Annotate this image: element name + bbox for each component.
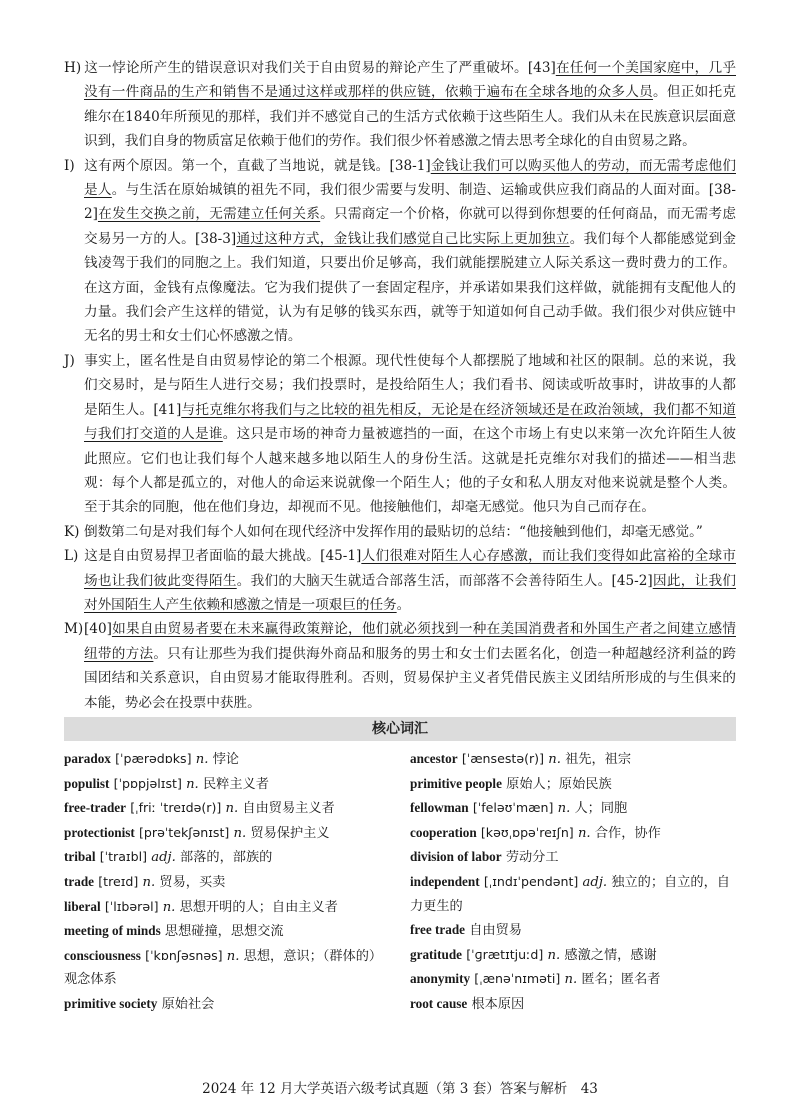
vocab-entry xyxy=(64,919,390,944)
underlined-answer-text: 通过这种方式，金钱让我们感觉自己比实际上更加独立 xyxy=(236,230,570,247)
paragraph-label: K) xyxy=(64,523,80,540)
passage xyxy=(64,56,736,715)
vocab-word: independent xyxy=(410,873,480,889)
vocab-definition: 根本原因 xyxy=(471,996,525,1012)
vocab-definition: 独立的；自立的，自力更生的 xyxy=(410,874,730,914)
vocab-definition: 民粹主义者 xyxy=(202,776,269,792)
vocab-phonetic: [treɪd] xyxy=(98,873,139,889)
vocab-word: protectionist xyxy=(64,824,135,840)
vocab-entry xyxy=(64,895,390,920)
vocab-entry xyxy=(64,992,390,1017)
vocabulary-column-right xyxy=(410,747,736,1017)
paragraph xyxy=(64,520,736,544)
paragraph-text: 。与生活在原始城镇的祖先不同，我们很少需要与发明、制造、运输或供应我们商品的人面对面。[38-2] xyxy=(84,182,737,223)
vocab-entry xyxy=(410,772,736,797)
paragraph-text: 。这只是市场的神奇力量被遮挡的一面，在这个市场上有史以来第一次允许陌生人彼此照应。它们也让我们每个人越来越多地以陌生人的身份生活。这就是托克维尔对我们的描述——相当悲观：每个人都是孤立的，对他人的命运来说就像一个陌生人；他的子女和私人朋友对他来说就是整个人类。至于其余的同胞，他在他们身边，却视而不见。他接触他们，却毫无感觉。他只为自己而存在。 xyxy=(84,426,737,516)
paragraph-text: 。只有让那些为我们提供海外商品和服务的男士和女士们去匿名化，创造一种超越经济利益的跨国团结和关系意识，自由贸易才能取得胜利。否则，贸易保护主义者凭借民族主义团结所形成的与生俱来的本能，势必会在投票中获胜。 xyxy=(84,645,737,711)
vocab-entry xyxy=(64,747,390,772)
vocab-definition: 合作，协作 xyxy=(594,825,661,841)
vocab-entry xyxy=(64,870,390,895)
vocab-definition: 祖先，祖宗 xyxy=(565,751,632,767)
paragraph xyxy=(64,154,736,349)
paragraph xyxy=(64,544,736,617)
vocab-definition: 思想，意识；（群体的）观念体系 xyxy=(64,948,383,988)
vocab-definition: 思想开明的人；自由主义者 xyxy=(179,899,338,915)
paragraph-text: 。只需商定一个价格，你就可以得到你想要的任何商品，而无需考虑交易另一方的人。[38-3] xyxy=(84,206,737,247)
vocab-part-of-speech: n. xyxy=(226,948,240,964)
vocab-definition: 部落的，部族的 xyxy=(180,850,273,866)
vocab-word: meeting of minds xyxy=(64,923,161,939)
paragraph xyxy=(64,349,736,520)
underlined-answer-text: 在任何一个美国家庭中，几乎没有一件商品的生产和销售不是通过这样或那样的供应链，依赖于遍布在全球各地的众多人员 xyxy=(84,60,736,101)
vocab-definition: 贸易，买卖 xyxy=(159,874,226,890)
underlined-answer-text: 金钱让我们可以购买他人的劳动，而无需考虑他们是人 xyxy=(84,157,736,199)
underlined-answer-text: 与托克维尔将我们与之比较的祖先相反，无论是在经济领域还是在政治领域，我们都不知道与我们打交道的人是谁 xyxy=(84,401,736,443)
vocab-entry xyxy=(64,796,390,821)
paragraph-label: M) xyxy=(64,621,84,638)
vocab-entry xyxy=(64,772,390,797)
vocab-entry xyxy=(410,943,736,968)
vocab-phonetic: [kəʊˌɒpəˈreɪʃn] xyxy=(480,824,574,840)
vocab-definition: 感激之情，感谢 xyxy=(564,947,657,963)
vocab-word: free trade xyxy=(410,922,466,938)
paragraph-text: 这有两个原因。第一个，直截了当地说，就是钱。[38-1] xyxy=(84,157,431,174)
vocab-entry xyxy=(410,870,736,918)
page-footer: 2024 年 12 月大学英语六级考试真题（第 3 套）答案与解析 43 xyxy=(202,1081,598,1097)
vocab-phonetic: [ˈfeləʊˈmæn] xyxy=(472,800,554,816)
vocab-word: free-trader xyxy=(64,800,126,816)
section-title: 核心词汇 xyxy=(64,717,736,741)
vocab-phonetic: [ˈlɪbərəl] xyxy=(104,898,159,914)
vocab-part-of-speech: n. xyxy=(577,825,591,841)
page-content xyxy=(64,56,736,1017)
paragraph-text: [40] xyxy=(84,621,112,638)
paragraph-text: 。我们的大脑天生就适合部落生活，而部落不会善待陌生人。[45-2] xyxy=(236,572,653,589)
vocab-part-of-speech: n. xyxy=(547,947,561,963)
vocab-entry xyxy=(410,796,736,821)
vocab-word: gratitude xyxy=(410,946,463,962)
vocab-entry xyxy=(64,845,390,870)
vocab-word: paradox xyxy=(64,750,111,766)
vocab-word: fellowman xyxy=(410,800,469,816)
underlined-answer-text: 在发生交换之前，无需建立任何关系 xyxy=(97,206,321,223)
underlined-answer-text: 如果自由贸易者要在未来赢得政策辩论，他们就必须找到一种在美国消费者和外国生产者之间建立感情纽带的方法 xyxy=(84,621,736,662)
vocab-part-of-speech: n. xyxy=(186,776,199,792)
vocab-definition: 自由贸易主义者 xyxy=(242,801,335,817)
vocab-definition: 劳动分工 xyxy=(505,850,559,866)
paragraph xyxy=(64,617,736,715)
vocab-part-of-speech: adj. xyxy=(582,874,608,890)
vocab-definition: 自由贸易 xyxy=(469,923,522,939)
vocab-phonetic: [ˈænsestə(r)] xyxy=(461,750,545,766)
vocab-entry xyxy=(410,747,736,772)
vocab-definition: 悖论 xyxy=(212,751,239,767)
vocab-word: trade xyxy=(64,873,95,889)
vocab-part-of-speech: n. xyxy=(162,899,176,915)
vocab-definition: 人；同胞 xyxy=(574,801,628,817)
vocab-part-of-speech: n. xyxy=(548,751,561,767)
vocab-definition: 原始社会 xyxy=(161,996,215,1012)
paragraph-label: H) xyxy=(64,60,82,76)
underlined-answer-text: 因此，让我们对外国陌生人产生依赖和感激之情是一项艰巨的任务 xyxy=(84,572,736,613)
vocab-definition: 思想碰撞，思想交流 xyxy=(164,924,284,940)
vocab-word: primitive people xyxy=(410,775,502,791)
vocab-entry xyxy=(410,992,736,1017)
vocab-entry xyxy=(410,918,736,943)
paragraph-text: 。但正如托克维尔在1840年所预见的那样，我们并不感觉自己的生活方式依赖于这些陌生人。我们从未在民族意识层面意识到，我们自身的物质富足依赖于他们的劳作。我们很少怀着感激之情去思考全球化的自由贸易之路。 xyxy=(84,84,737,150)
vocab-word: root cause xyxy=(410,995,468,1011)
paragraph-label: I) xyxy=(64,157,75,174)
vocab-entry xyxy=(410,845,736,870)
vocab-entry xyxy=(410,967,736,992)
vocab-word: consciousness xyxy=(64,947,141,963)
vocab-definition: 原始人；原始民族 xyxy=(506,776,612,792)
vocab-part-of-speech: n. xyxy=(564,972,578,988)
vocab-phonetic: [ˈkɒnʃəsnəs] xyxy=(145,947,223,963)
underlined-answer-text: 人们很难对陌生人心存感激，而让我们变得如此富裕的全球市场也让我们彼此变得陌生 xyxy=(84,548,736,589)
vocab-part-of-speech: n. xyxy=(557,801,571,817)
paragraph-text: 倒数第二句是对我们每个人如何在现代经济中发挥作用的最贴切的总结：“他接触到他们，却毫无感觉。” xyxy=(84,523,703,540)
vocab-word: tribal xyxy=(64,849,96,865)
vocab-word: liberal xyxy=(64,898,101,914)
paragraph xyxy=(64,56,736,154)
vocab-entry xyxy=(64,821,390,846)
vocab-part-of-speech: n. xyxy=(195,751,209,767)
vocab-word: populist xyxy=(64,775,110,791)
vocab-definition: 贸易保护主义 xyxy=(250,825,330,841)
paragraph-label: J) xyxy=(64,352,75,369)
vocab-entry xyxy=(64,944,390,992)
vocab-phonetic: [ˈɡrætɪtjuːd] xyxy=(466,946,544,962)
vocab-word: ancestor xyxy=(410,750,458,766)
vocab-phonetic: [ˌɪndɪˈpendənt] xyxy=(483,873,579,889)
vocab-phonetic: [ˈtraɪbl] xyxy=(99,849,148,865)
vocab-definition: 匿名；匿名者 xyxy=(581,972,661,988)
paragraph-text: 。 xyxy=(396,596,411,613)
paragraph-text: 事实上，匿名性是自由贸易悖论的第二个根源。现代性使每个人都摆脱了地域和社区的限制。总的来说，我们交易时，是与陌生人进行交易；我们投票时，是投给陌生人；我们看书、阅读或听故事时，讲故事的人都是陌生人。[41] xyxy=(84,352,736,418)
paragraph-label: L) xyxy=(64,548,79,565)
vocab-word: anonymity xyxy=(410,971,471,987)
vocab-word: division of labor xyxy=(410,849,502,865)
vocab-phonetic: [prəˈtekʃənɪst] xyxy=(139,824,230,840)
vocab-word: primitive society xyxy=(64,995,158,1011)
paragraph-text: 。我们每个人都能感觉到金钱凌驾于我们的同胞之上。我们知道，只要出价足够高，我们就能摆脱建立人际关系这一费时费力的工作。在这方面，金钱有点像魔法。它为我们提供了一套固定程序，并承诺如果我们这样做，就能拥有支配他人的力量。我们会产生这样的错觉，认为有足够的钱买东西，就等于知道如何自己动手做。我们很少对供应链中无名的男士和女士们心怀感激之情。 xyxy=(84,230,737,345)
vocab-part-of-speech: n. xyxy=(225,801,239,817)
vocab-phonetic: [ˌænəˈnɪməti] xyxy=(474,971,561,987)
vocabulary-column-left xyxy=(64,747,390,1017)
vocab-part-of-speech: n. xyxy=(233,825,247,841)
vocab-part-of-speech: adj. xyxy=(151,850,176,866)
vocab-entry xyxy=(410,821,736,846)
vocab-part-of-speech: n. xyxy=(142,874,156,890)
vocab-phonetic: [ˌfriː ˈtreɪdə(r)] xyxy=(130,800,222,816)
vocabulary-table xyxy=(64,747,736,1017)
vocab-phonetic: [ˈpærədɒks] xyxy=(115,750,192,766)
paragraph-text: 这一悖论所产生的错误意识对我们关于自由贸易的辩论产生了严重破坏。[43] xyxy=(84,60,556,76)
vocab-word: cooperation xyxy=(410,824,477,840)
vocab-phonetic: [ˈpɒpjəlɪst] xyxy=(113,775,182,791)
paragraph-text: 这是自由贸易捍卫者面临的最大挑战。[45-1] xyxy=(84,548,362,565)
